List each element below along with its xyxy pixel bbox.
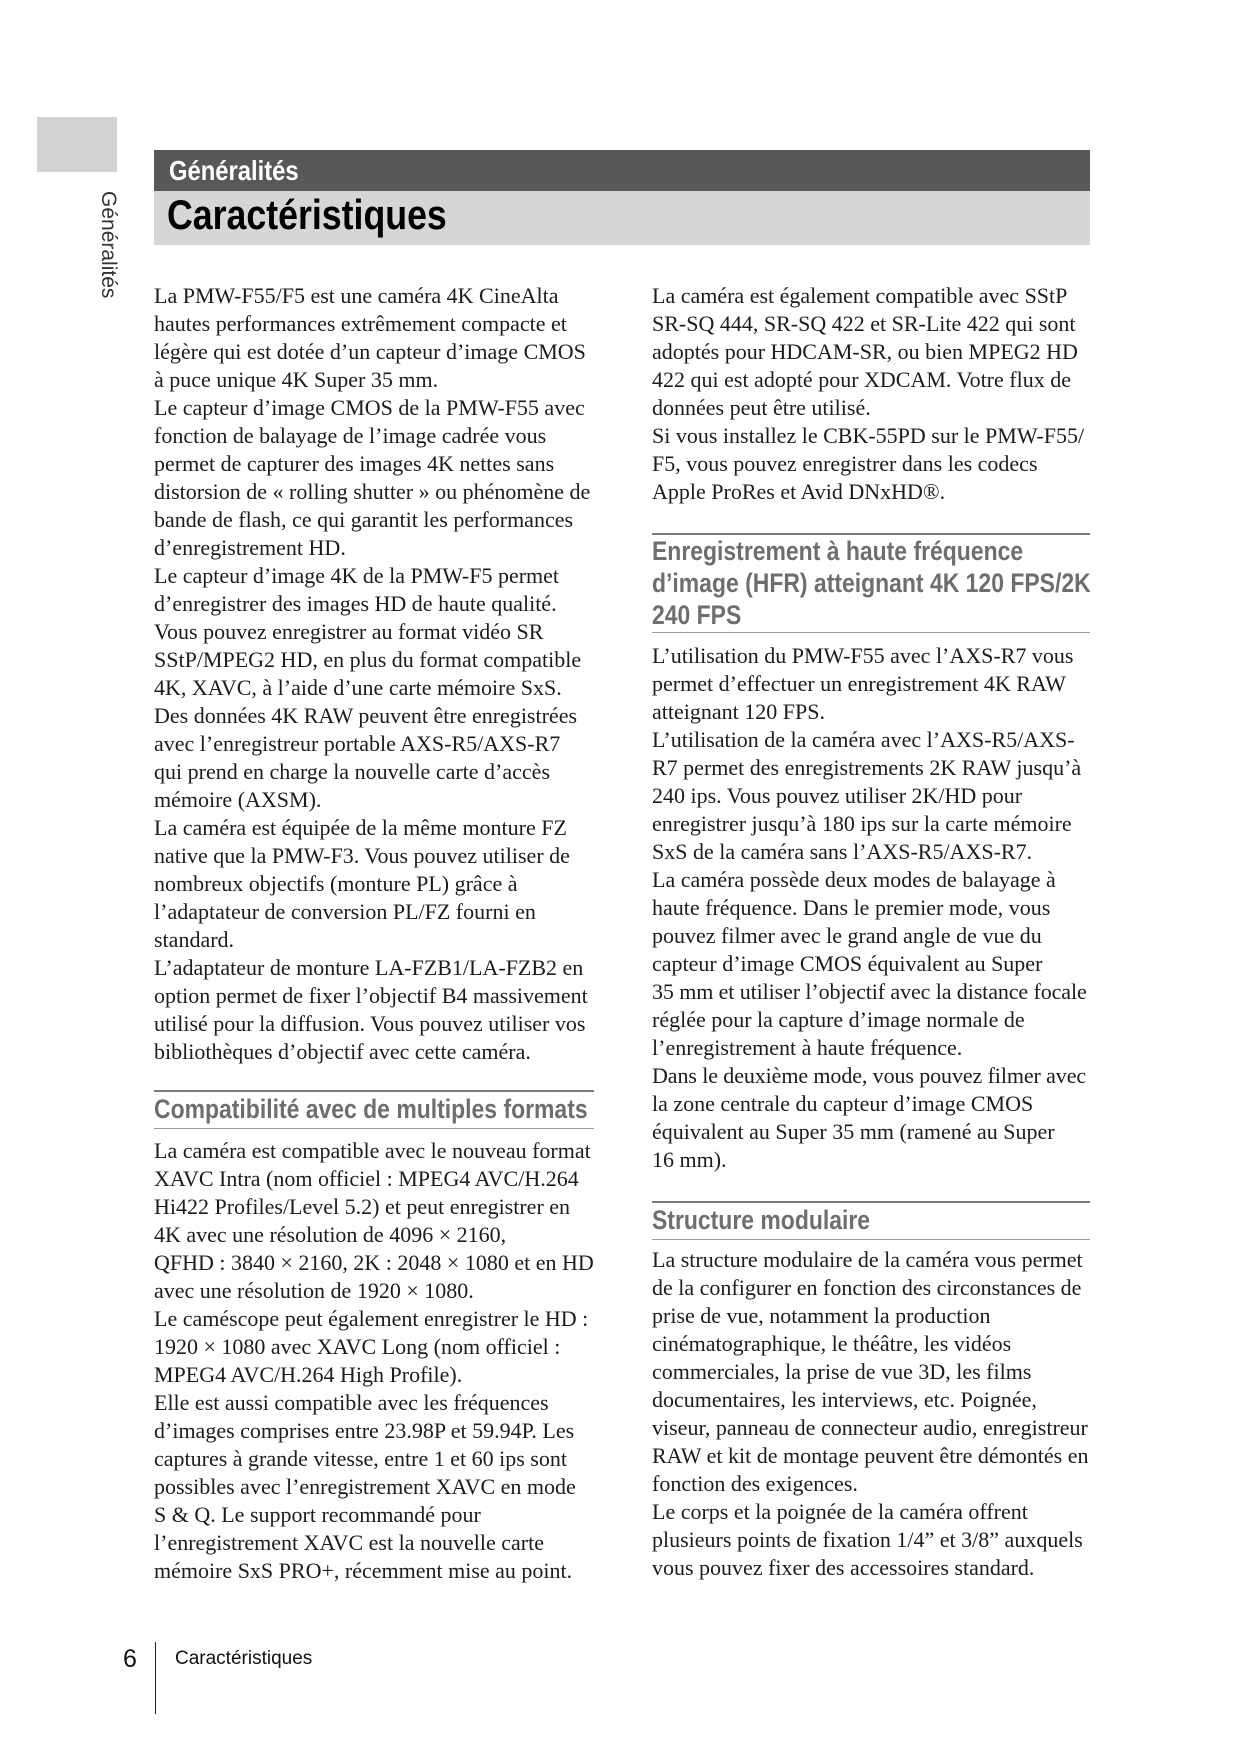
text-line: SStP/MPEG2 HD, en plus du format compatible bbox=[154, 647, 582, 672]
text-line: avec une résolution de 1920 × 1080. bbox=[154, 1278, 474, 1303]
text-line: pouvez filmer avec le grand angle de vue du bbox=[652, 923, 1042, 948]
heading-line bbox=[154, 1092, 594, 1127]
text-line: plusieurs points de fixation 1/4” et 3/8” auxquels bbox=[652, 1527, 1083, 1552]
text-line: d’enregistrer des images HD de haute qualité. bbox=[154, 591, 557, 616]
footer-title: Caractéristiques bbox=[175, 1648, 313, 1669]
text-line: vous pouvez fixer des accessoires standard. bbox=[652, 1555, 1035, 1580]
text-line: adoptés pour HDCAM-SR, ou bien MPEG2 HD bbox=[652, 339, 1078, 364]
section-heading-hfr bbox=[652, 533, 1090, 633]
heading-line bbox=[652, 535, 1090, 567]
paragraph bbox=[154, 1305, 597, 1389]
heading-line bbox=[652, 567, 1090, 599]
text-line: 35 mm et utiliser l’objectif avec la distance focale bbox=[652, 979, 1087, 1004]
text-line: La caméra est équipée de la même monture FZ bbox=[154, 815, 567, 840]
heading-text: d’image (HFR) atteignant 4K 120 FPS/2K bbox=[652, 568, 1091, 598]
text-line: bande de flash, ce qui garantit les performances bbox=[154, 507, 574, 532]
text-line: fonction de balayage de l’image cadrée vous bbox=[154, 423, 547, 448]
text-line: hautes performances extrêmement compacte et bbox=[154, 311, 567, 336]
text-line: possibles avec l’enregistrement XAVC en mode bbox=[154, 1474, 576, 1499]
text-line: R7 permet des enregistrements 2K RAW jusqu’à bbox=[652, 755, 1082, 780]
text-line: légère qui est dotée d’un capteur d’image CMOS bbox=[154, 339, 586, 364]
left-intro bbox=[154, 282, 597, 1066]
text-line: permet de capturer des images 4K nettes sans bbox=[154, 451, 555, 476]
text-line: RAW et kit de montage peuvent être démontés en bbox=[652, 1443, 1089, 1468]
text-line: fonction des exigences. bbox=[652, 1471, 858, 1496]
text-line: mémoire (AXSM). bbox=[154, 787, 322, 812]
text-line: L’adaptateur de monture LA-FZB1/LA-FZB2 en bbox=[154, 955, 584, 980]
paragraph bbox=[154, 562, 597, 618]
right-intro bbox=[652, 282, 1090, 506]
text-line: l’adaptateur de conversion PL/FZ fourni en bbox=[154, 899, 536, 924]
text-line: mémoire SxS PRO+, récemment mise au point. bbox=[154, 1558, 573, 1583]
page-title bbox=[167, 191, 496, 239]
text-line: 4K avec une résolution de 4096 × 2160, bbox=[154, 1222, 507, 1247]
text-line: viseur, panneau de connecteur audio, enregistreur bbox=[652, 1415, 1088, 1440]
text-line: d’images comprises entre 23.98P et 59.94P. Les bbox=[154, 1418, 575, 1443]
text-line: standard. bbox=[154, 927, 235, 952]
paragraph bbox=[652, 422, 1090, 506]
section-tab-label: Généralités bbox=[97, 191, 120, 299]
heading-text: Enregistrement à haute fréquence bbox=[652, 536, 1024, 566]
text-line: S & Q. Le support recommandé pour bbox=[154, 1502, 481, 1527]
paragraph bbox=[652, 1246, 1090, 1498]
text-line: réglée pour la capture d’image normale de bbox=[652, 1007, 1025, 1032]
section-banner bbox=[154, 150, 1090, 191]
text-line: 16 mm). bbox=[652, 1147, 727, 1172]
text-line: commerciales, la prise de vue 3D, les films bbox=[652, 1359, 1032, 1384]
text-line: utilisé pour la diffusion. Vous pouvez utiliser vos bbox=[154, 1011, 586, 1036]
text-line: à puce unique 4K Super 35 mm. bbox=[154, 367, 439, 392]
text-line: La caméra possède deux modes de balayage à bbox=[652, 867, 1056, 892]
text-line: Des données 4K RAW peuvent être enregistrées bbox=[154, 703, 578, 728]
section-heading-modular bbox=[652, 1201, 1090, 1240]
text-line: Le capteur d’image CMOS de la PMW-F55 avec bbox=[154, 395, 585, 420]
text-line: capteur d’image CMOS équivalent au Super bbox=[652, 951, 1043, 976]
text-line: Le caméscope peut également enregistrer le HD : bbox=[154, 1306, 589, 1331]
text-line: SR-SQ 444, SR-SQ 422 et SR-Lite 422 qui sont bbox=[652, 311, 1076, 336]
text-line: 422 qui est adopté pour XDCAM. Votre flux de bbox=[652, 367, 1071, 392]
text-line: La caméra est compatible avec le nouveau format bbox=[154, 1138, 591, 1163]
title-banner bbox=[154, 191, 1090, 245]
text-line: d’enregistrement HD. bbox=[154, 535, 346, 560]
text-line: équivalent au Super 35 mm (ramené au Super bbox=[652, 1119, 1055, 1144]
paragraph bbox=[154, 282, 597, 394]
text-line: Dans le deuxième mode, vous pouvez filmer avec bbox=[652, 1063, 1087, 1088]
paragraph bbox=[154, 1389, 597, 1585]
text-line: documentaires, les interviews, etc. Poignée, bbox=[652, 1387, 1037, 1412]
paragraph bbox=[154, 702, 597, 814]
text-line: de la configurer en fonction des circonstances de bbox=[652, 1275, 1082, 1300]
text-line: haute fréquence. Dans le premier mode, vous bbox=[652, 895, 1051, 920]
heading-text: Structure modulaire bbox=[652, 1205, 871, 1235]
text-line: atteignant 120 FPS. bbox=[652, 699, 825, 724]
paragraph bbox=[154, 954, 597, 1066]
text-line: l’enregistrement XAVC est la nouvelle carte bbox=[154, 1530, 544, 1555]
page-title-text: Caractéristiques bbox=[167, 191, 447, 238]
text-line: native que la PMW-F3. Vous pouvez utiliser de bbox=[154, 843, 570, 868]
heading-line bbox=[652, 1203, 1090, 1238]
text-line: permet d’effectuer un enregistrement 4K RAW bbox=[652, 671, 1066, 696]
text-line: F5, vous pouvez enregistrer dans les codecs bbox=[652, 451, 1038, 476]
text-line: cinématographique, le théâtre, les vidéos bbox=[652, 1331, 1012, 1356]
text-line: Le corps et la poignée de la caméra offrent bbox=[652, 1499, 1028, 1524]
heading-text: Compatibilité avec de multiples formats bbox=[154, 1094, 588, 1124]
text-line: Hi422 Profiles/Level 5.2) et peut enregistrer en bbox=[154, 1194, 571, 1219]
paragraph bbox=[154, 618, 597, 702]
text-line: Elle est aussi compatible avec les fréquences bbox=[154, 1390, 549, 1415]
paragraph bbox=[154, 1137, 597, 1305]
text-line: distorsion de « rolling shutter » ou phénomène de bbox=[154, 479, 591, 504]
text-line: enregistrer jusqu’à 180 ips sur la carte mémoire bbox=[652, 811, 1072, 836]
text-line: L’utilisation de la caméra avec l’AXS-R5/AXS- bbox=[652, 727, 1075, 752]
text-line: nombreux objectifs (monture PL) grâce à bbox=[154, 871, 518, 896]
section-tab bbox=[37, 117, 117, 172]
text-line: option permet de fixer l’objectif B4 massivement bbox=[154, 983, 588, 1008]
paragraph bbox=[154, 394, 597, 562]
text-line: 1920 × 1080 avec XAVC Long (nom officiel : bbox=[154, 1334, 561, 1359]
text-line: avec l’enregistreur portable AXS-R5/AXS-R7 bbox=[154, 731, 561, 756]
paragraph bbox=[652, 642, 1090, 726]
text-line: prise de vue, notamment la production bbox=[652, 1303, 991, 1328]
text-line: Vous pouvez enregistrer au format vidéo SR bbox=[154, 619, 544, 644]
modular-body bbox=[652, 1246, 1090, 1582]
compat-body bbox=[154, 1137, 597, 1585]
paragraph bbox=[652, 282, 1090, 422]
hfr-body bbox=[652, 642, 1090, 1174]
text-line: Apple ProRes et Avid DNxHD®. bbox=[652, 479, 946, 504]
text-line: La structure modulaire de la caméra vous permet bbox=[652, 1247, 1083, 1272]
paragraph bbox=[652, 1498, 1090, 1582]
section-heading-compat bbox=[154, 1090, 594, 1129]
heading-text: 240 FPS bbox=[652, 600, 742, 630]
paragraph bbox=[652, 726, 1090, 866]
text-line: bibliothèques d’objectif avec cette caméra. bbox=[154, 1039, 531, 1064]
paragraph bbox=[652, 866, 1090, 1062]
text-line: QFHD : 3840 × 2160, 2K : 2048 × 1080 et en HD bbox=[154, 1250, 594, 1275]
text-line: qui prend en charge la nouvelle carte d’accès bbox=[154, 759, 550, 784]
text-line: l’enregistrement à haute fréquence. bbox=[652, 1035, 963, 1060]
text-line: captures à grande vitesse, entre 1 et 60 ips sont bbox=[154, 1446, 567, 1471]
text-line: 240 ips. Vous pouvez utiliser 2K/HD pour bbox=[652, 783, 1023, 808]
text-line: la zone centrale du capteur d’image CMOS bbox=[652, 1091, 1034, 1116]
paragraph bbox=[154, 814, 597, 954]
text-line: Le capteur d’image 4K de la PMW-F5 permet bbox=[154, 563, 560, 588]
text-line: XAVC Intra (nom officiel : MPEG4 AVC/H.264 bbox=[154, 1166, 579, 1191]
text-line: Si vous installez le CBK-55PD sur le PMW-F55/ bbox=[652, 423, 1085, 448]
page-number: 6 bbox=[123, 1645, 137, 1673]
text-line: L’utilisation du PMW-F55 avec l’AXS-R7 vous bbox=[652, 643, 1074, 668]
paragraph bbox=[652, 1062, 1090, 1174]
heading-line bbox=[652, 599, 1090, 631]
text-line: La caméra est également compatible avec SStP bbox=[652, 283, 1068, 308]
text-line: données peut être utilisé. bbox=[652, 395, 871, 420]
footer-divider bbox=[155, 1642, 156, 1714]
section-label bbox=[169, 150, 322, 191]
section-label-text: Généralités bbox=[169, 155, 299, 186]
text-line: La PMW-F55/F5 est une caméra 4K CineAlta bbox=[154, 283, 559, 308]
text-line: SxS de la caméra sans l’AXS-R5/AXS-R7. bbox=[652, 839, 1033, 864]
text-line: 4K, XAVC, à l’aide d’une carte mémoire SxS. bbox=[154, 675, 562, 700]
text-line: MPEG4 AVC/H.264 High Profile). bbox=[154, 1362, 463, 1387]
